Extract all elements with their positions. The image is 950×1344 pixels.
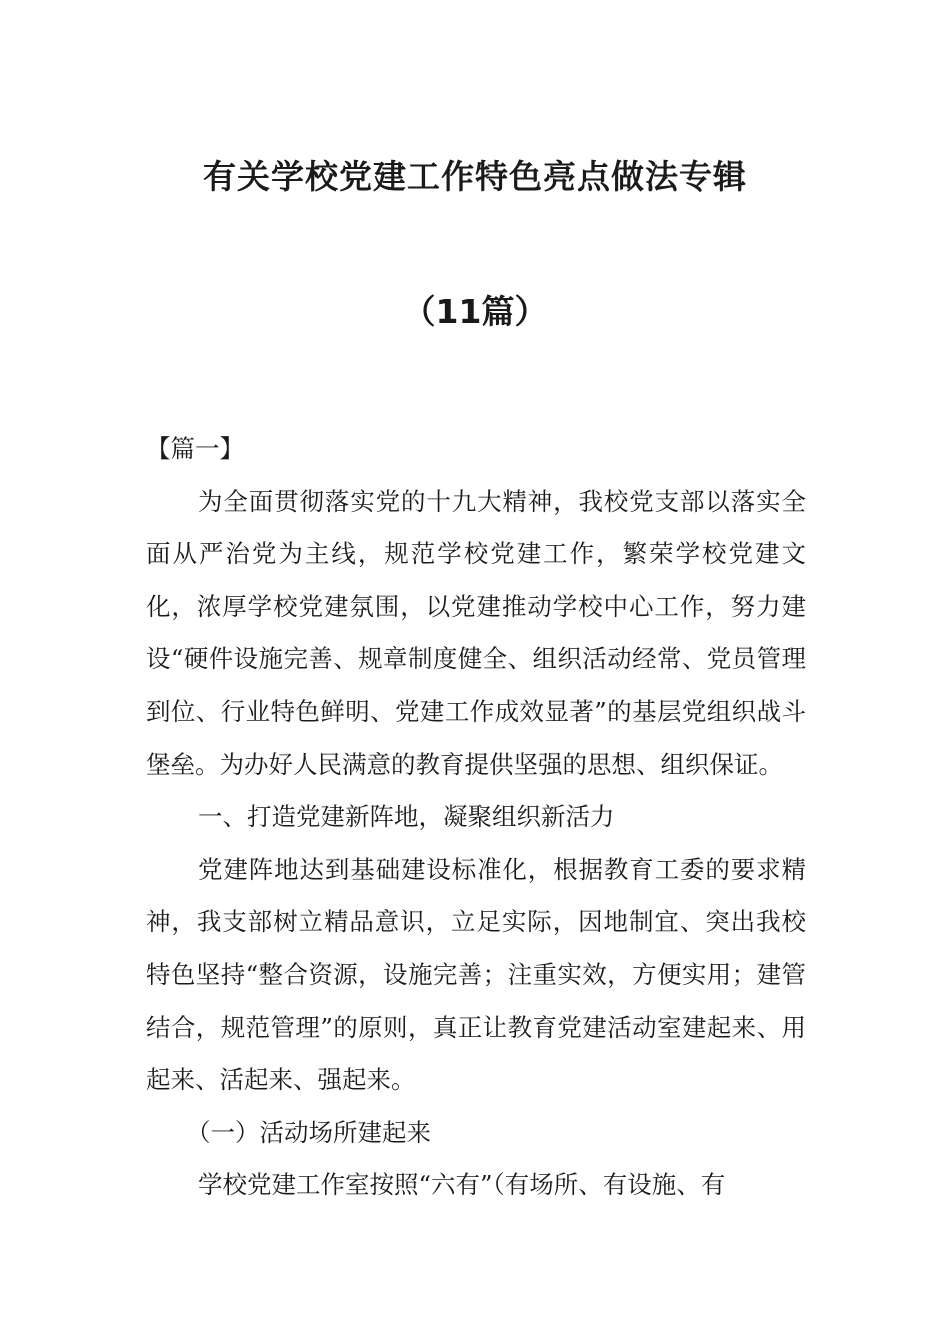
paragraph-3: 学校党建工作室按照“六有”（有场所、有设施、有 [198,1170,726,1200]
intro-paragraph: 为全面贯彻落实党的十九大精神，我校党支部以落实全面从严治党为主线，规范学校党建工作，繁荣学校党建文化，浓厚学校党建氛围，以党建推动学校中心工作，努力建设“硬件设施完善、规章制度健全、组织活动经常、党员管理到位、行业特色鲜明、党建工作成效显著”的基层党组织战斗堡垒。为办好人民满意的教育提供坚强的思想、组织保证。 [146,486,806,779]
document-body [146,423,806,1212]
document-subtitle: （11篇） [402,292,548,331]
subsection-heading-1: （一）活动场所建起来 [186,1117,431,1147]
section-marker: 【篇一】 [146,434,244,463]
section-heading-1: 一、打造党建新阵地，凝聚组织新活力 [198,802,615,832]
paragraph-2: 党建阵地达到基础建设标准化，根据教育工委的要求精神，我支部树立精品意识，立足实际，因地制宜、突出我校特色坚持“整合资源，设施完善；注重实效，方便实用；建管结合，规范管理”的原则，真正让教育党建活动室建起来、用起来、活起来、强起来。 [146,854,806,1095]
document-title: 有关学校党建工作特色亮点做法专辑 [203,157,747,196]
